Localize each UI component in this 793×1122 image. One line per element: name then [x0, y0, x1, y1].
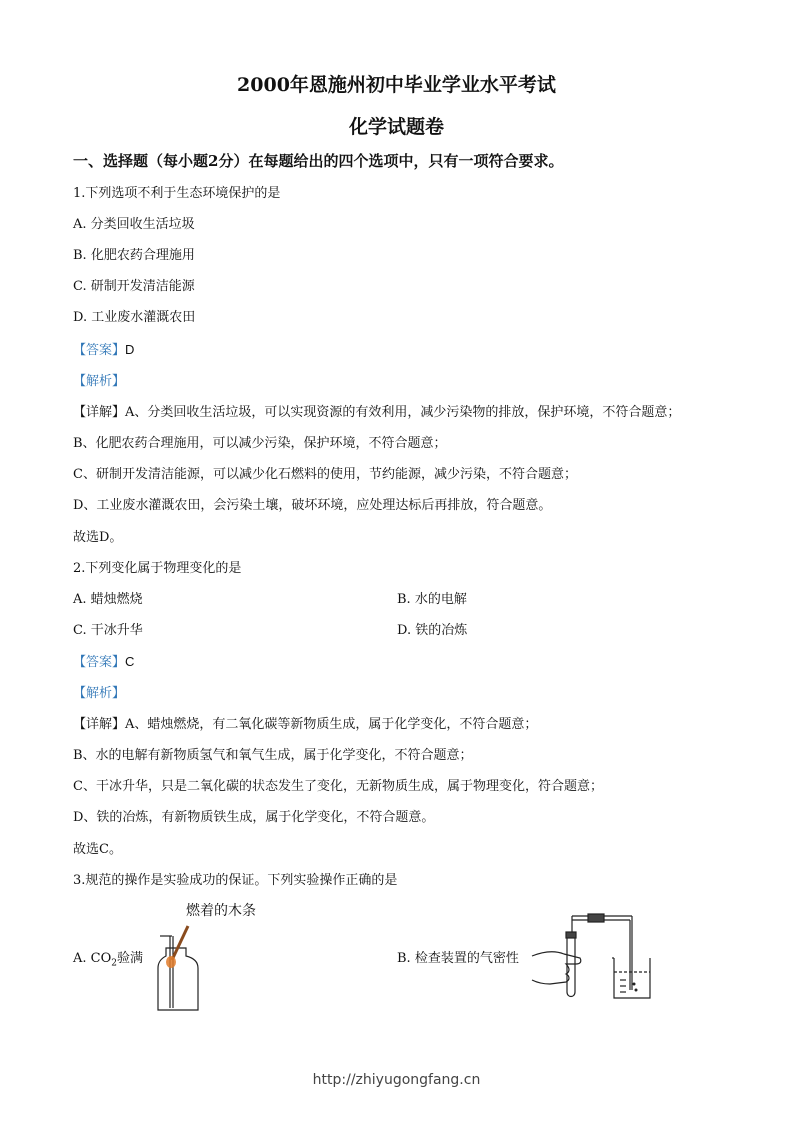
question-1-detail-b: B、化肥农药合理施用，可以减少污染，保护环境，不符合题意； — [73, 436, 447, 451]
question-2-option-d: D. 铁的冶炼 — [397, 623, 468, 638]
question-1-option-b: B. 化肥农药合理施用 — [73, 248, 195, 263]
question-1-detail-c: C、研制开发清洁能源，可以减少化石燃料的使用，节约能源，减少污染，不符合题意； — [73, 467, 577, 482]
airtightness-apparatus-figure — [530, 910, 660, 1005]
question-1-option-c: C. 研制开发清洁能源 — [73, 279, 195, 294]
question-1-detail-d: D、工业废水灌溉农田，会污染土壤，破坏环境，应处理达标后再排放，符合题意。 — [73, 498, 552, 513]
answer-value: C — [125, 654, 135, 669]
question-1-stem: 1.下列选项不利于生态环境保护的是 — [73, 186, 281, 201]
question-3-stem: 3.规范的操作是实验成功的保证。下列实验操作正确的是 — [73, 873, 398, 888]
question-2-option-c: C. 干冰升华 — [73, 623, 143, 638]
question-2-detail-c: C、干冰升华，只是二氧化碳的状态发生了变化，无新物质生成，属于物理变化，符合题意； — [73, 779, 603, 794]
question-2-answer — [73, 651, 134, 670]
question-1-answer — [73, 339, 134, 358]
answer-value: D — [125, 342, 135, 357]
page-title: 2000年恩施州初中毕业学业水平考试 — [237, 74, 556, 96]
answer-tag: 【答案】 — [73, 343, 126, 358]
question-1-conclusion: 故选D。 — [73, 530, 123, 545]
question-1-option-a: A. 分类回收生活垃圾 — [73, 217, 195, 232]
question-2-detail-d: D、铁的冶炼，有新物质铁生成，属于化学变化，不符合题意。 — [73, 810, 435, 825]
question-1-analysis-tag: 【解析】 — [73, 374, 126, 389]
question-2-conclusion: 故选C。 — [73, 842, 122, 857]
page-subtitle: 化学试题卷 — [348, 116, 444, 138]
section-heading: 一、选择题（每小题2分）在每题给出的四个选项中，只有一项符合要求。 — [73, 152, 564, 170]
figure-label-burning-stick: 燃着的木条 — [186, 902, 256, 918]
gas-bottle-figure — [150, 922, 210, 1014]
question-2-option-b: B. 水的电解 — [397, 592, 467, 607]
answer-tag: 【答案】 — [73, 655, 126, 670]
question-1-option-d: D. 工业废水灌溉农田 — [73, 310, 196, 325]
question-1-detail-a: 【详解】A、分类回收生活垃圾，可以实现资源的有效利用，减少污染物的排放，保护环境，不符合题意； — [73, 405, 681, 420]
question-3-option-b: B. 检查装置的气密性 — [397, 951, 519, 966]
footer-url[interactable]: http://zhiyugongfang.cn — [312, 1072, 481, 1088]
question-2-detail-a: 【详解】A、蜡烛燃烧，有二氧化碳等新物质生成，属于化学变化，不符合题意； — [73, 717, 538, 732]
question-2-detail-b: B、水的电解有新物质氢气和氧气生成，属于化学变化，不符合题意； — [73, 748, 473, 763]
question-2-analysis-tag: 【解析】 — [73, 686, 126, 701]
question-2-option-a: A. 蜡烛燃烧 — [73, 592, 143, 607]
question-3-option-a: A. $CO_2$验满 — [73, 951, 144, 969]
question-2-stem: 2.下列变化属于物理变化的是 — [73, 561, 242, 576]
